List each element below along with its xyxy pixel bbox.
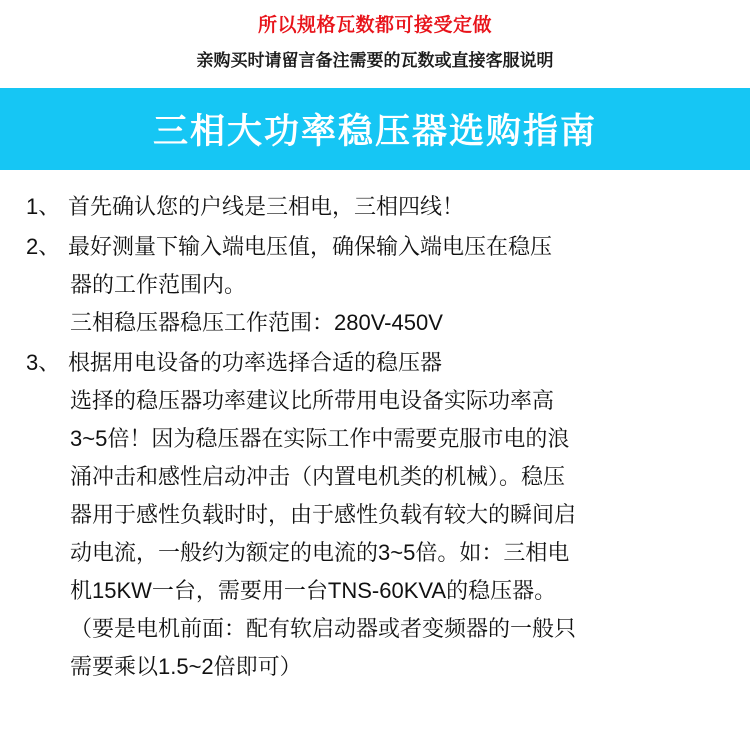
- list-item: [26, 344, 724, 686]
- banner-title: 三相大功率稳压器选购指南: [152, 112, 597, 151]
- list-item-line: 需要乘以1.5~2倍即可）: [70, 654, 302, 679]
- list-item-line: 首先确认您的户线是三相电，三相四线！: [68, 194, 465, 219]
- list-item: [26, 228, 724, 342]
- list-item-line: （要是电机前面：配有软启动器或者变频器的一般只: [70, 616, 577, 641]
- list-item-line: 最好测量下输入端电压值，确保输入端电压在稳压: [68, 234, 553, 259]
- list-item-line: 机15KW一台，需要用一台TNS-60KVA的稳压器。: [70, 578, 557, 603]
- list-item-number: 2、: [26, 234, 61, 259]
- notice-headline: 所以规格瓦数都可接受定做: [257, 15, 492, 36]
- list-item-line: 器用于感性负载时时，由于感性负载有较大的瞬间启: [70, 502, 577, 527]
- list-item-line: 涌冲击和感性启动冲击（内置电机类的机械）。稳压: [70, 464, 566, 489]
- list-item-number: 1、: [26, 194, 61, 219]
- list-item-line: 器的工作范围内。: [70, 272, 247, 297]
- list-item-line: 动电流，一般约为额定的电流的3~5倍。如：三相电: [70, 540, 570, 565]
- list-item-number: 3、: [26, 350, 61, 375]
- list-item-line: 根据用电设备的功率选择合适的稳压器: [68, 350, 443, 375]
- banner: [0, 88, 750, 170]
- list-item-line: 选择的稳压器功率建议比所带用电设备实际功率高: [70, 388, 555, 413]
- list-item-body: [68, 188, 724, 226]
- list-item-body: [68, 344, 724, 686]
- list-item-body: [68, 228, 724, 342]
- guide-list: [0, 170, 750, 686]
- list-item-line: 三相稳压器稳压工作范围：280V-450V: [70, 310, 443, 335]
- list-item: [26, 188, 724, 226]
- list-item-line: 3~5倍！因为稳压器在实际工作中需要克服市电的浪: [70, 426, 570, 451]
- top-notice-block: [0, 0, 750, 76]
- notice-subline: 亲购买时请留言备注需要的瓦数或直接客服说明: [196, 51, 554, 70]
